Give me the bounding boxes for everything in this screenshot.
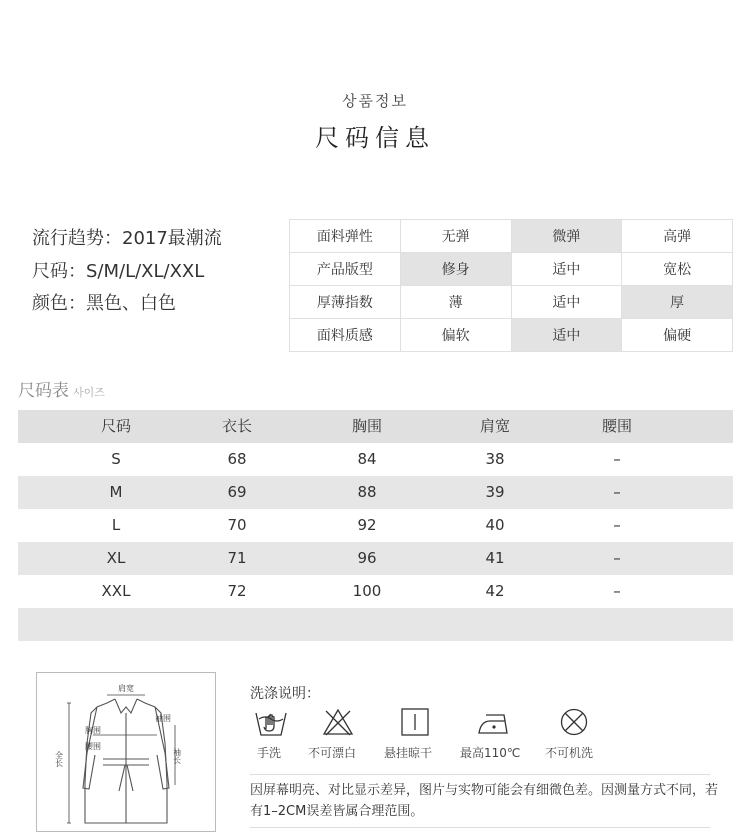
hang-dry-icon [397,707,433,737]
property-row-elasticity [290,220,733,253]
divider [250,827,710,828]
iron-icon [476,707,512,737]
wash-label: 最高110℃ [460,746,521,760]
header-cell: 衣长 [221,417,252,435]
table-cell: 88 [357,483,377,501]
table-cell: – [613,549,621,567]
diagram-label-shoulder: 肩宽 [118,684,134,693]
table-row-empty [18,608,733,641]
size-table-header [18,410,733,443]
header-cell: 胸围 [351,417,382,435]
property-option-selected: 适中 [511,319,622,352]
info-sizes: 尺码：S/M/L/XL/XXL [32,261,205,282]
property-option: 适中 [511,253,622,286]
page-title: 尺码信息 [315,124,435,152]
property-option: 偏硬 [622,319,733,352]
garment-diagram [36,672,216,832]
table-cell: L [111,516,121,534]
property-option: 适中 [511,286,622,319]
table-cell: – [613,516,621,534]
table-cell: S [111,450,121,468]
table-cell: XL [106,549,126,567]
size-section-title [18,376,105,401]
table-cell: 40 [485,516,505,534]
size-title-sub: 사이즈 [73,386,105,399]
property-option: 高弹 [622,220,733,253]
wash-label: 手洗 [257,746,282,760]
size-title-text: 尺码表 [18,381,69,401]
diagram-label-waist: 腰围 [85,742,101,751]
table-cell: 41 [485,549,505,567]
no-bleach-icon [320,707,356,737]
property-label: 厚薄指数 [290,286,401,319]
table-row [18,443,733,476]
table-cell: 69 [227,483,247,501]
divider [250,774,710,775]
diagram-label-sleeve-opening: 袖围 [155,714,171,723]
table-row [18,542,733,575]
table-cell: 39 [485,483,505,501]
property-option: 薄 [400,286,511,319]
coat-sketch [37,673,215,831]
property-row-thickness [290,286,733,319]
header-subtitle: 상품정보 [342,92,408,110]
table-cell: 42 [485,582,505,600]
wash-label: 不可机洗 [545,746,594,760]
table-cell: 92 [357,516,377,534]
property-label: 产品版型 [290,253,401,286]
table-cell: 96 [357,549,377,567]
header-cell: 腰围 [601,417,632,435]
property-row-fit [290,253,733,286]
diagram-label-sleeve-length: 袖长 [172,748,182,764]
property-option-selected: 微弹 [511,220,622,253]
property-option: 偏软 [400,319,511,352]
table-row [18,509,733,542]
table-row [18,476,733,509]
property-label: 面料弹性 [290,220,401,253]
header-cell: 尺码 [100,417,131,435]
table-cell: 72 [227,582,247,600]
info-colors: 颜色：黑色、白色 [32,293,176,314]
table-cell: 38 [485,450,505,468]
table-cell: – [613,450,621,468]
table-row [18,575,733,608]
table-cell: XXL [101,582,131,600]
hand-wash-icon [253,707,289,737]
table-cell: 71 [227,549,247,567]
property-row-texture [290,319,733,352]
table-cell: 68 [227,450,247,468]
diagram-label-full-length: 全长 [54,751,64,767]
property-table [289,219,733,352]
wash-title: 洗涤说明： [250,686,320,702]
table-cell: M [109,483,123,501]
property-option-selected: 厚 [622,286,733,319]
table-cell: 70 [227,516,247,534]
property-option-selected: 修身 [400,253,511,286]
property-option: 宽松 [622,253,733,286]
size-table [18,410,733,641]
property-option: 无弹 [400,220,511,253]
wash-label: 悬挂晾干 [384,746,433,760]
header-cell: 肩宽 [479,417,510,435]
property-label: 面料质感 [290,319,401,352]
table-cell: – [613,582,621,600]
wash-label: 不可漂白 [308,746,357,760]
table-cell: 100 [352,582,382,600]
table-cell: – [613,483,621,501]
disclaimer-note: 因屏幕明亮、对比显示差异，图片与实物可能会有细微色差。因测量方式不同，若有1–2CM误差皆属合理范围。 [250,783,719,819]
table-cell: 84 [357,450,377,468]
diagram-label-chest: 胸围 [85,726,101,735]
info-trend: 流行趋势：2017最潮流 [32,228,222,249]
no-machine-wash-icon [556,707,592,737]
